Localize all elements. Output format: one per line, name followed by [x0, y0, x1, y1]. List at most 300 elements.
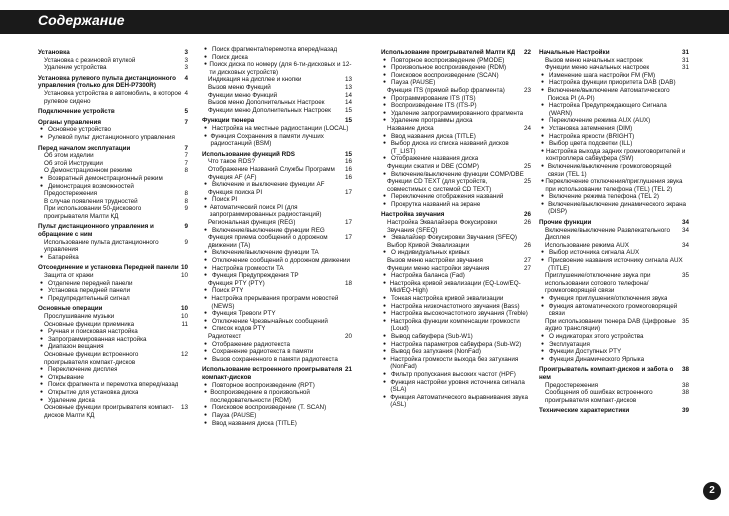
toc-entry-title: При использовании 50-дискового проигрывателя Малти КД — [44, 205, 142, 220]
toc-page-number: 34 — [681, 226, 689, 234]
toc-entry-title: ● Список кодов PTY — [212, 325, 266, 333]
toc-entry-title: Индикация на дисплее и кнопки — [208, 76, 302, 84]
toc-page-number: 10 — [180, 305, 188, 313]
toc-section-heading[interactable] — [202, 117, 352, 125]
toc-entry-title: Функции сжатия и DBE (COMP) — [387, 162, 479, 170]
toc-section-heading[interactable] — [539, 49, 689, 57]
header-bar-right — [381, 10, 690, 34]
toc-entry-title: ● Ввод названия диска (TITLE) — [391, 132, 476, 140]
toc-entry-title: Основные операции — [38, 305, 103, 313]
toc-bullet-item[interactable] — [202, 356, 352, 364]
toc-bullet-item[interactable] — [539, 249, 689, 257]
toc-entry-title: ● Включение и выключение функции AF — [212, 181, 325, 189]
toc-bullet-item[interactable] — [202, 133, 352, 148]
toc-bullet-item[interactable] — [539, 102, 689, 117]
toc-entry[interactable] — [539, 57, 689, 65]
toc-entry[interactable] — [381, 257, 531, 265]
toc-section-heading[interactable] — [38, 305, 188, 313]
toc-column-2 — [202, 46, 352, 427]
toc-bullet-item[interactable] — [381, 110, 531, 118]
toc-entry-title: ● Поиск PI — [212, 196, 238, 204]
toc-entry[interactable] — [38, 205, 188, 220]
toc-entry[interactable] — [381, 125, 531, 133]
toc-entry[interactable] — [202, 174, 352, 182]
toc-bullet-item[interactable] — [381, 117, 531, 125]
toc-page-number: 38 — [681, 381, 689, 389]
toc-entry-title: ● Поиск фрагмента/перемотка вперед/назад — [212, 46, 338, 53]
toc-page-number: 22 — [523, 49, 531, 56]
toc-section-heading[interactable] — [381, 49, 531, 57]
toc-column-1 — [38, 46, 188, 419]
toc-entry[interactable] — [38, 167, 188, 175]
toc-page-number: 4 — [184, 89, 188, 97]
toc-entry-title: ● Отключение Чрезвычайных сообщений — [212, 317, 328, 325]
toc-page-number: 13 — [180, 404, 188, 412]
toc-page-number: 16 — [344, 158, 352, 166]
toc-entry[interactable] — [38, 198, 188, 206]
toc-bullet-item[interactable] — [381, 303, 531, 311]
toc-bullet-item[interactable] — [539, 140, 689, 148]
toc-section-heading[interactable] — [38, 75, 188, 90]
toc-entry[interactable] — [539, 389, 689, 404]
toc-entry[interactable] — [202, 219, 352, 227]
toc-entry-title: ● Отделение передней панели — [48, 279, 133, 287]
toc-page-number: 38 — [681, 389, 689, 397]
toc-bullet-item[interactable] — [381, 140, 531, 155]
toc-bullet-item[interactable] — [38, 280, 188, 288]
toc-bullet-item[interactable] — [381, 95, 531, 103]
toc-entry-title: ● Изменение шага настройки FM (FM) — [549, 71, 656, 79]
toc-entry-title: ● Поиск диска по номеру (для 6-ти-дисковых и 12-ти дисковых устройств) — [209, 61, 352, 76]
toc-entry[interactable] — [539, 242, 689, 250]
toc-entry[interactable] — [38, 64, 188, 72]
toc-entry-title: Использование пульта дистанционного управления — [44, 238, 159, 254]
toc-bullet-item[interactable] — [381, 79, 531, 87]
toc-bullet-item[interactable] — [539, 72, 689, 80]
toc-entry-title: ● Сохранение радиотекста в памяти — [212, 348, 314, 356]
toc-bullet-item[interactable] — [38, 328, 188, 336]
toc-bullet-item[interactable] — [202, 348, 352, 356]
toc-entry-title: ● Удаление диска — [48, 396, 95, 404]
toc-entry-title: ● Ввод названия диска (TITLE) — [212, 419, 297, 427]
toc-entry-title: ● Поиск диска — [212, 53, 248, 61]
toc-bullet-item[interactable] — [381, 379, 531, 394]
toc-entry-title: Об этом изделии — [44, 152, 94, 160]
toc-entry-title: Функция поиска PI — [208, 188, 263, 196]
toc-entry[interactable] — [539, 382, 689, 390]
toc-section-heading[interactable] — [381, 211, 531, 219]
toc-bullet-item[interactable] — [381, 201, 531, 209]
toc-page-number: 35 — [681, 317, 689, 325]
toc-entry-title: При использовании тюнера DAB (Цифровые аудио трансляции) — [545, 317, 676, 333]
toc-page-number: 26 — [523, 241, 531, 249]
toc-bullet-item[interactable] — [539, 148, 689, 163]
toc-bullet-item[interactable] — [381, 272, 531, 280]
toc-bullet-item[interactable] — [381, 318, 531, 333]
toc-entry-title: Пульт дистанционного управления и обращение с ним — [38, 223, 154, 239]
toc-entry-title: Функция AF (AF) — [208, 173, 257, 181]
toc-column-4 — [539, 46, 689, 415]
toc-page-number: 18 — [344, 279, 352, 287]
toc-page-number: 23 — [523, 86, 531, 94]
toc-page-number: 35 — [681, 272, 689, 280]
toc-bullet-item[interactable] — [539, 201, 689, 216]
toc-section-heading[interactable] — [38, 119, 188, 127]
toc-page-number: 9 — [184, 223, 188, 231]
toc-entry[interactable] — [381, 163, 531, 171]
toc-bullet-item[interactable] — [381, 348, 531, 356]
toc-bullet-item[interactable] — [539, 341, 689, 349]
toc-entry-title: ● Включение/выключение динамического экрана (DISP) — [548, 200, 687, 216]
toc-bullet-item[interactable] — [202, 265, 352, 273]
toc-entry[interactable] — [202, 92, 352, 100]
toc-page-number: 38 — [681, 366, 689, 374]
toc-entry-title: Сообщения об ошибках встроенного проигрывателя компакт-дисков — [545, 389, 653, 404]
toc-bullet-item[interactable] — [381, 193, 531, 201]
toc-bullet-item[interactable] — [539, 163, 689, 178]
toc-bullet-item[interactable] — [539, 193, 689, 201]
toc-entry[interactable] — [38, 90, 188, 105]
toc-entry-title: ● Настройка прерывания программ новостей (NEWS) — [211, 295, 339, 310]
toc-entry-title: В случае появления трудностей — [44, 197, 138, 205]
toc-bullet-item[interactable] — [202, 125, 352, 133]
toc-entry[interactable] — [202, 189, 352, 197]
toc-entry-title: Вызов меню настройки звучания — [387, 257, 483, 265]
toc-column-3 — [381, 46, 531, 409]
toc-entry-title: ● Функция Динамического Ярлыка — [549, 355, 645, 363]
toc-entry-title: ● Функция настройки уровня источника сигнала (SLA) — [390, 378, 525, 394]
toc-entry-title: ● Основное устройство — [48, 126, 112, 134]
toc-page-number: 24 — [523, 124, 531, 132]
toc-section-heading[interactable] — [38, 223, 188, 238]
toc-entry-title: ● Открытие для установка диска — [48, 388, 139, 396]
toc-bullet-item[interactable] — [539, 295, 689, 303]
toc-entry-title: О Демонстрационном режиме — [44, 167, 133, 175]
toc-bullet-item[interactable] — [539, 79, 689, 87]
toc-entry[interactable] — [38, 190, 188, 198]
toc-entry-title: ● Отключение сообщений о дорожном движении — [212, 257, 350, 265]
toc-bullet-item[interactable] — [202, 310, 352, 318]
toc-page-number: 7 — [184, 152, 188, 160]
toc-entry[interactable] — [539, 272, 689, 295]
toc-entry[interactable] — [381, 265, 531, 273]
page-number: 2 — [703, 482, 721, 500]
toc-bullet-item[interactable] — [381, 57, 531, 65]
toc-bullet-item[interactable] — [539, 348, 689, 356]
toc-bullet-item[interactable] — [38, 343, 188, 351]
toc-page-number: 8 — [184, 167, 188, 175]
toc-page-number: 17 — [344, 234, 352, 242]
toc-bullet-item[interactable] — [202, 382, 352, 390]
toc-page-number: 31 — [681, 56, 689, 64]
toc-entry-title: ● Настройка громкости выхода без затухания (NonFad) — [390, 355, 519, 371]
toc-page-number: 21 — [344, 366, 352, 374]
toc-entry-title: Настройка Эквалайзера Фокусировки Звучания (SFEQ) — [387, 219, 498, 234]
toc-entry[interactable] — [539, 318, 689, 333]
toc-bullet-item[interactable] — [202, 272, 352, 280]
toc-bullet-item[interactable] — [539, 333, 689, 341]
toc-entry-title: ● Демонстрация возможностей — [48, 182, 134, 190]
toc-entry-title: Вызов меню начальных настроек — [545, 56, 643, 64]
toc-bullet-item[interactable] — [381, 133, 531, 141]
toc-bullet-item[interactable] — [381, 155, 531, 163]
toc-bullet-item[interactable] — [539, 178, 689, 193]
toc-page-number: 7 — [184, 159, 188, 167]
toc-entry-title: Проигрыватель компакт-дисков и забота о нем — [539, 366, 674, 381]
toc-bullet-item[interactable] — [202, 325, 352, 333]
toc-entry-title: ● Фильтр пропускания высоких частот (HPF) — [391, 370, 516, 378]
toc-section-heading[interactable] — [539, 407, 689, 415]
toc-page-number: 34 — [681, 241, 689, 249]
toc-page-number: 10 — [180, 264, 188, 272]
toc-page-number: 25 — [523, 162, 531, 170]
toc-entry[interactable] — [202, 333, 352, 341]
toc-entry-title: Установка с резиновой втулкой — [44, 56, 136, 64]
toc-entry-title: ● Настройка яркости (BRIGHT) — [549, 132, 635, 140]
toc-entry-title: ● Предупредительный сигнал — [48, 294, 130, 302]
toc-section-heading[interactable] — [539, 366, 689, 381]
toc-page-number: 31 — [681, 49, 689, 56]
toc-entry-title: ● Рулевой пульт дистанционного управления — [48, 133, 175, 141]
toc-entry[interactable] — [539, 64, 689, 72]
toc-bullet-item[interactable] — [38, 389, 188, 397]
toc-entry-title: ● Запрограммированная настройка — [48, 335, 147, 343]
toc-entry-title: ● Настройка параметров сабвуфера (Sub-W2) — [391, 340, 522, 348]
toc-bullet-item[interactable] — [202, 318, 352, 326]
toc-entry[interactable] — [38, 313, 188, 321]
toc-bullet-item[interactable] — [381, 249, 531, 257]
toc-bullet-item[interactable] — [539, 303, 689, 318]
toc-entry[interactable] — [381, 178, 531, 193]
toc-entry-title: Предостережения — [44, 190, 98, 198]
toc-bullet-item[interactable] — [38, 295, 188, 303]
toc-section-heading[interactable] — [202, 366, 352, 381]
toc-entry[interactable] — [539, 227, 689, 242]
toc-entry[interactable] — [202, 234, 352, 249]
toc-entry[interactable] — [381, 219, 531, 234]
toc-entry-title: Функции меню Дополнительных Настроек — [208, 106, 331, 114]
toc-entry[interactable] — [202, 99, 352, 107]
toc-bullet-item[interactable] — [381, 310, 531, 318]
toc-entry-title: ● Установка затемнения (DIM) — [549, 124, 633, 132]
toc-entry-title: ● Удаление запрограммированного фрагмента — [391, 109, 524, 117]
toc-entry-title: Функции меню Функций — [208, 91, 278, 99]
toc-bullet-item[interactable] — [38, 374, 188, 382]
toc-bullet-item[interactable] — [38, 254, 188, 262]
toc-bullet-item[interactable] — [38, 336, 188, 344]
toc-bullet-item[interactable] — [38, 183, 188, 191]
toc-entry-title: ● Настройка высокочастотного звучания (Treble) — [391, 310, 528, 318]
toc-bullet-item[interactable] — [381, 64, 531, 72]
toc-entry-title: Использование проигрывателей Малти КД — [381, 49, 516, 56]
toc-bullet-item[interactable] — [381, 102, 531, 110]
toc-entry[interactable] — [38, 351, 188, 366]
toc-entry[interactable] — [202, 107, 352, 115]
toc-bullet-item[interactable] — [381, 295, 531, 303]
toc-entry[interactable] — [38, 404, 188, 419]
toc-entry[interactable] — [38, 160, 188, 168]
toc-entry-title: Прочие функции — [539, 219, 592, 227]
toc-bullet-item[interactable] — [381, 371, 531, 379]
toc-entry-title: ● О индикаторах этого устройства — [549, 332, 644, 340]
toc-entry-title: Функция приема сообщений о дорожном движении (TA) — [208, 234, 328, 249]
toc-entry-title: Установка устройства в автомобиль, в которое рулевое сидено — [44, 89, 182, 105]
toc-page-number: 15 — [344, 150, 352, 158]
toc-entry[interactable] — [38, 152, 188, 160]
toc-entry-title: ● Вывод без затухания (NonFad) — [391, 348, 482, 356]
toc-entry-title: ● Эквалайзер Фокусировки Звучания (SFEQ) — [391, 234, 517, 242]
toc-entry-title: Приглушение/отключение звука при использовании сотового телефона/громкоговорящей связи — [545, 272, 651, 295]
toc-entry-title: Функция PTY (PTY) — [208, 279, 265, 287]
toc-entry-title: ● Отображение радиотекста — [212, 340, 290, 348]
toc-entry-title: ● Переключение дисплея — [48, 366, 118, 374]
toc-page-number: 13 — [344, 76, 352, 84]
toc-bullet-item[interactable] — [381, 72, 531, 80]
toc-bullet-item[interactable] — [38, 397, 188, 405]
toc-entry[interactable] — [38, 321, 188, 329]
toc-bullet-item[interactable] — [202, 257, 352, 265]
toc-bullet-item[interactable] — [202, 61, 352, 76]
toc-entry-title: Включение/выключение Развлекательного Дисплея — [545, 226, 670, 242]
toc-bullet-item[interactable] — [381, 280, 531, 295]
toc-entry-title: ● Вывод сабвуфера (Sub-W1) — [391, 332, 473, 340]
toc-entry-title: ● Тонкая настройка кривой эквализации — [391, 295, 504, 302]
toc-bullet-item[interactable] — [202, 389, 352, 404]
toc-bullet-item[interactable] — [202, 204, 352, 219]
toc-page-number: 39 — [681, 407, 689, 415]
toc-page-number: 3 — [184, 56, 188, 64]
toc-section-heading[interactable] — [202, 151, 352, 159]
toc-bullet-item[interactable] — [202, 404, 352, 412]
toc-bullet-item[interactable] — [539, 87, 689, 102]
toc-entry-title: ● Вызов сохраненного в памяти радиотекста — [212, 355, 338, 363]
toc-entry-title: Функция ITS (прямой выбор фрагмента) — [387, 86, 505, 94]
toc-bullet-item[interactable] — [202, 196, 352, 204]
toc-entry[interactable] — [202, 158, 352, 166]
toc-entry-title: ● Удаление программы диска — [391, 117, 473, 125]
toc-entry-title: ● Функция Предупреждения TP — [212, 272, 299, 280]
toc-entry[interactable] — [38, 272, 188, 280]
toc-bullet-item[interactable] — [202, 341, 352, 349]
toc-entry[interactable] — [381, 87, 531, 95]
toc-entry-title: ● Выбор диска из списка названий дисков (T_LIST) — [390, 140, 509, 155]
toc-bullet-item[interactable] — [381, 234, 531, 242]
toc-page-number: 11 — [181, 320, 188, 328]
toc-bullet-item[interactable] — [539, 125, 689, 133]
toc-entry-title: ● Включение/выключение функции REG — [212, 226, 325, 234]
toc-entry[interactable] — [202, 76, 352, 84]
toc-entry-title: Функции меню настройки звучания — [387, 264, 490, 272]
toc-bullet-item[interactable] — [202, 249, 352, 257]
toc-page-number: 15 — [344, 106, 352, 114]
toc-section-heading[interactable] — [38, 49, 188, 57]
toc-entry-title: ● Автоматический поиск PI (для запрограммированных радиостанций) — [209, 203, 322, 219]
toc-page-number: 5 — [184, 108, 188, 116]
toc-entry-title: ● Воспроизведение ITS (ITS-P) — [391, 102, 477, 110]
toc-entry[interactable] — [38, 57, 188, 65]
toc-bullet-item[interactable] — [539, 117, 689, 125]
toc-page-number: 10 — [180, 272, 188, 280]
toc-bullet-item[interactable] — [202, 420, 352, 428]
toc-bullet-item[interactable] — [381, 356, 531, 371]
toc-entry-title: Настройка звучания — [381, 211, 445, 219]
toc-bullet-item[interactable] — [38, 287, 188, 295]
toc-bullet-item[interactable] — [381, 333, 531, 341]
toc-entry-title: ● Настройка кривой эквализации (EQ-Low/EQ-Mid/EQ-High) — [389, 279, 521, 295]
toc-entry-title: Основные функции проигрывателя компакт-дисков Малти КД — [44, 404, 174, 419]
toc-page-number: 26 — [523, 211, 531, 219]
toc-bullet-item[interactable] — [38, 134, 188, 142]
toc-bullet-item[interactable] — [381, 171, 531, 179]
toc-entry-title: ● Функция приглушения/отключения звука — [549, 295, 668, 302]
toc-bullet-item[interactable] — [202, 295, 352, 310]
toc-entry-title: Функции CD TEXT (для устройств, совместимых с системой CD TEXT) — [387, 178, 492, 193]
toc-entry-title: Органы управления — [38, 118, 102, 126]
toc-page-number: 12 — [180, 350, 188, 358]
toc-entry-title: ● Настройка на местные радиостанции (LOCAL) — [212, 124, 349, 132]
toc-entry[interactable] — [202, 280, 352, 288]
toc-entry[interactable] — [202, 84, 352, 92]
toc-entry-title: ● Настройка громкости TA — [212, 264, 284, 272]
toc-entry-title: ● Функция автоматического громкоговорящей связи — [548, 302, 678, 318]
toc-bullet-item[interactable] — [381, 394, 531, 409]
toc-entry-title: Установка — [38, 49, 70, 56]
toc-section-heading[interactable] — [38, 264, 188, 272]
toc-bullet-item[interactable] — [539, 133, 689, 141]
toc-entry-title: ● Диапазон вещания — [48, 343, 104, 351]
toc-bullet-item[interactable] — [202, 181, 352, 189]
toc-bullet-item[interactable] — [381, 341, 531, 349]
toc-page-number: 20 — [344, 332, 352, 340]
toc-entry[interactable] — [38, 239, 188, 254]
toc-entry-title: ● Эксплуатация — [549, 340, 590, 348]
toc-bullet-item[interactable] — [202, 412, 352, 420]
toc-entry-title: Что такое RDS? — [208, 158, 255, 166]
toc-entry-title: ● Ручная и поисковая настройка — [48, 328, 138, 336]
toc-bullet-item[interactable] — [38, 381, 188, 389]
toc-page-number: 10 — [180, 313, 188, 320]
toc-entry-title: Региональная функция (REG) — [208, 219, 296, 227]
toc-entry[interactable] — [381, 242, 531, 250]
toc-section-heading[interactable] — [38, 108, 188, 116]
toc-section-heading[interactable] — [38, 145, 188, 153]
toc-bullet-item[interactable] — [202, 227, 352, 235]
toc-entry-title: Использование режима AUX — [545, 241, 629, 249]
toc-page-number: 7 — [184, 118, 188, 126]
toc-bullet-item[interactable] — [539, 356, 689, 364]
toc-entry-title: ● Пауза (PAUSE) — [212, 411, 257, 419]
toc-entry-title: Подключение устройств — [38, 108, 115, 116]
toc-entry-title: ● Присвоение названия источнику сигнала AUX (TITLE) — [548, 257, 683, 272]
toc-entry-title: ● Установка передней панели — [48, 287, 131, 295]
toc-bullet-item[interactable] — [202, 54, 352, 62]
toc-page-number: 27 — [523, 257, 531, 265]
toc-entry-title: Отсоединение и установка Передней панели — [38, 264, 179, 272]
toc-entry[interactable] — [202, 166, 352, 174]
toc-entry-title: ● Программирование ITS (ITS) — [391, 94, 476, 102]
toc-entry-title: ● Повторное воспроизведение (RPT) — [212, 381, 315, 389]
toc-bullet-item[interactable] — [38, 366, 188, 374]
toc-bullet-item[interactable] — [202, 46, 352, 54]
toc-bullet-item[interactable] — [38, 126, 188, 134]
toc-bullet-item[interactable] — [539, 257, 689, 272]
toc-entry-title: Основные функции приемника — [44, 320, 135, 328]
toc-page-number: 26 — [523, 219, 531, 227]
toc-bullet-item[interactable] — [38, 175, 188, 183]
toc-bullet-item[interactable] — [202, 287, 352, 295]
toc-section-heading[interactable] — [539, 219, 689, 227]
toc-entry-title: ● Включение режима телефона (TEL 2) — [549, 193, 660, 201]
